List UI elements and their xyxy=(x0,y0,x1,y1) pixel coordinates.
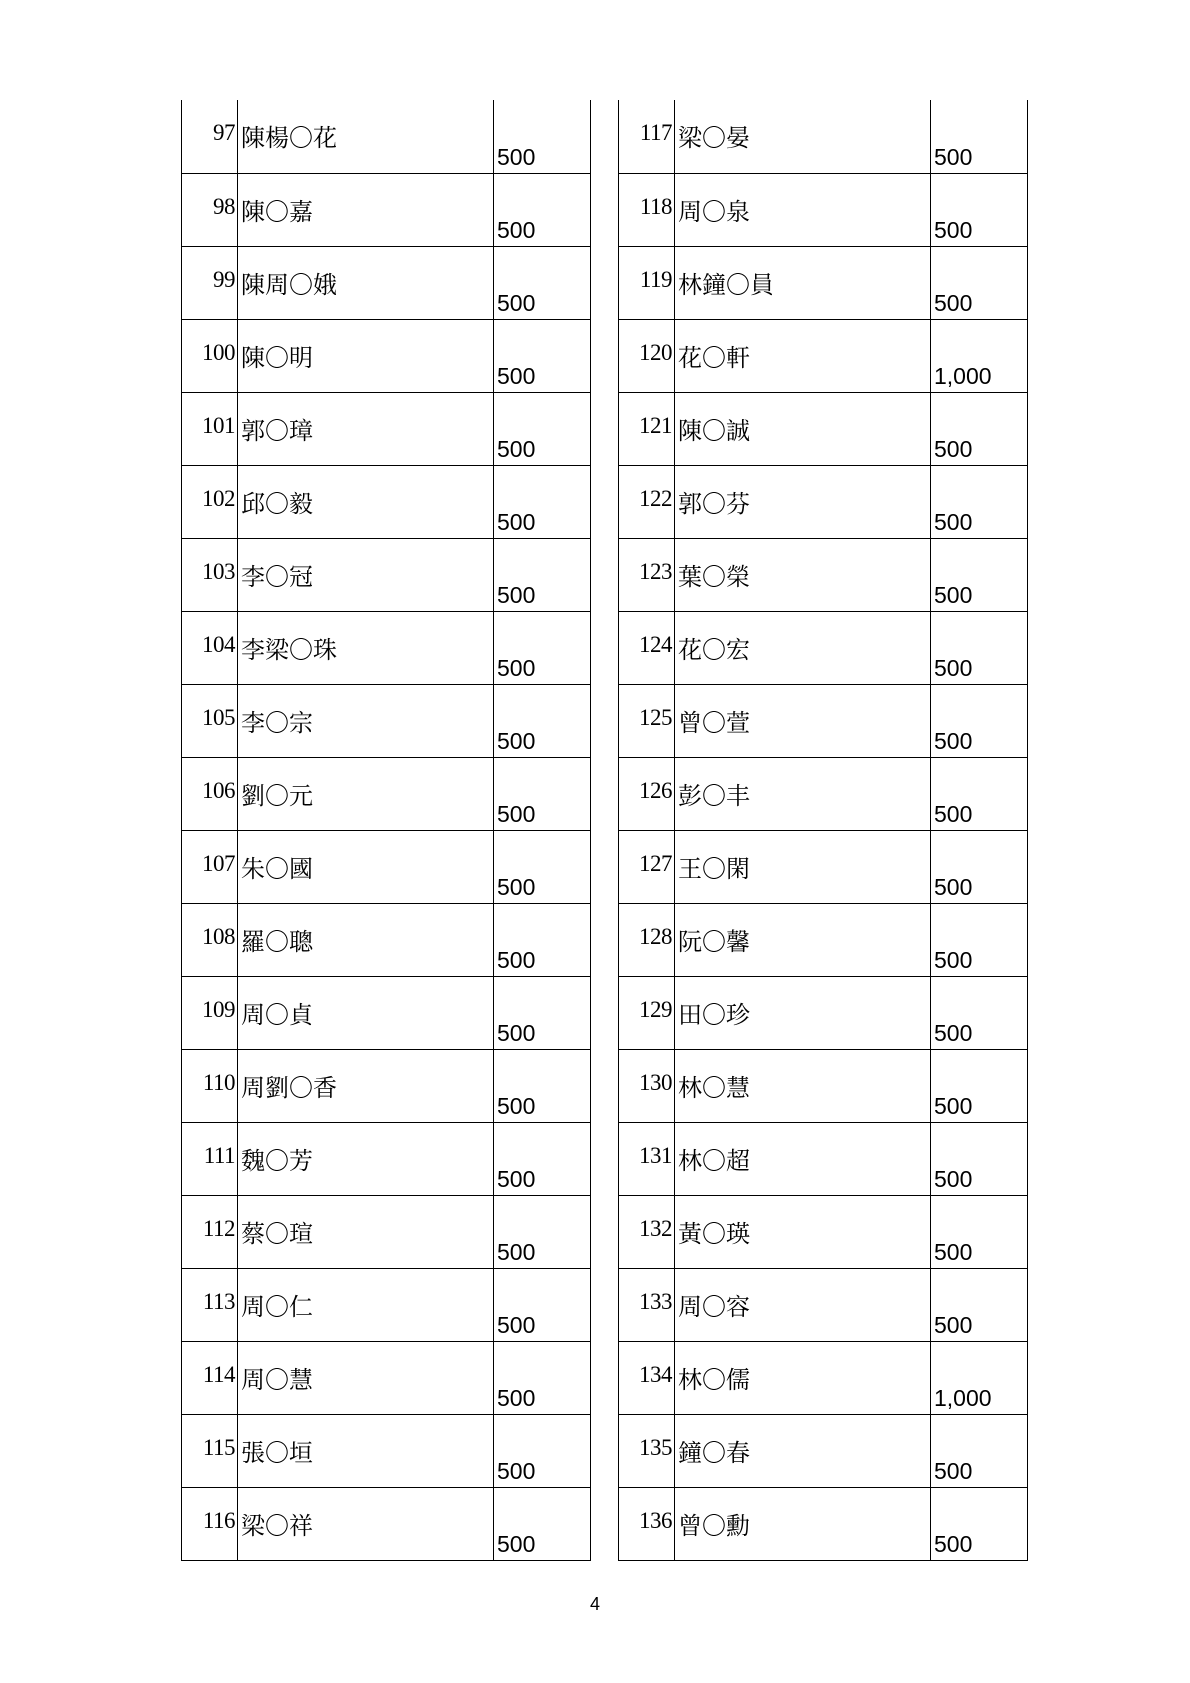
table-row xyxy=(619,757,1028,830)
row-number: 109 xyxy=(202,996,235,1022)
name-cell xyxy=(238,830,494,903)
table-row xyxy=(182,392,591,465)
donor-name: 陳〇誠 xyxy=(678,416,750,445)
donation-amount: 500 xyxy=(497,1092,536,1119)
donation-amount: 500 xyxy=(497,800,536,827)
donor-name: 陳〇明 xyxy=(241,343,313,372)
table-row xyxy=(182,100,591,173)
table-row xyxy=(619,246,1028,319)
name-cell xyxy=(675,1414,931,1487)
table-row xyxy=(182,1268,591,1341)
name-cell xyxy=(238,246,494,319)
row-number: 122 xyxy=(639,485,672,511)
row-number: 127 xyxy=(639,850,672,876)
donation-amount: 500 xyxy=(934,581,973,608)
table-row xyxy=(182,319,591,392)
row-number-cell xyxy=(182,465,238,538)
donor-name: 周〇容 xyxy=(678,1292,750,1321)
donor-name: 曾〇萱 xyxy=(678,708,750,737)
name-cell xyxy=(675,173,931,246)
name-cell xyxy=(675,830,931,903)
row-number-cell xyxy=(619,976,675,1049)
name-cell xyxy=(675,1487,931,1560)
row-number-cell xyxy=(619,100,675,173)
amount-cell xyxy=(494,1195,591,1268)
name-cell xyxy=(675,903,931,976)
amount-cell xyxy=(494,903,591,976)
row-number-cell xyxy=(182,611,238,684)
donor-name: 花〇宏 xyxy=(678,635,750,664)
table-row xyxy=(619,1414,1028,1487)
table-row xyxy=(619,319,1028,392)
row-number: 131 xyxy=(639,1142,672,1168)
row-number-cell xyxy=(182,246,238,319)
row-number: 98 xyxy=(213,193,235,219)
donor-name: 林〇超 xyxy=(678,1146,750,1175)
amount-cell xyxy=(494,757,591,830)
donation-amount: 500 xyxy=(497,873,536,900)
donor-name: 李〇冠 xyxy=(241,562,313,591)
table-row xyxy=(182,1195,591,1268)
donation-amount: 500 xyxy=(934,216,973,243)
name-cell xyxy=(238,173,494,246)
donation-amount: 500 xyxy=(934,873,973,900)
donor-name: 朱〇國 xyxy=(241,854,313,883)
donor-name: 周〇泉 xyxy=(678,197,750,226)
amount-cell xyxy=(931,319,1028,392)
donation-amount: 1,000 xyxy=(934,1384,992,1411)
name-cell xyxy=(238,1487,494,1560)
row-number: 132 xyxy=(639,1215,672,1241)
amount-cell xyxy=(931,1414,1028,1487)
row-number: 118 xyxy=(639,193,672,219)
row-number-cell xyxy=(619,1268,675,1341)
table-row xyxy=(182,1487,591,1560)
table-row xyxy=(619,1122,1028,1195)
donor-name: 王〇閑 xyxy=(678,854,750,883)
row-number-cell xyxy=(182,392,238,465)
donor-table-right-body xyxy=(619,100,1028,1560)
name-cell xyxy=(238,1122,494,1195)
donation-amount: 500 xyxy=(497,362,536,389)
amount-cell xyxy=(931,1049,1028,1122)
table-row xyxy=(182,903,591,976)
donor-table-left xyxy=(181,100,591,1561)
donor-name: 鐘〇春 xyxy=(678,1438,750,1467)
name-cell xyxy=(675,757,931,830)
donation-amount: 500 xyxy=(934,800,973,827)
row-number-cell xyxy=(182,976,238,1049)
donor-name: 陳〇嘉 xyxy=(241,197,313,226)
page-number: 4 xyxy=(589,1594,600,1614)
row-number: 104 xyxy=(202,631,235,657)
name-cell xyxy=(238,1195,494,1268)
row-number: 105 xyxy=(202,704,235,730)
donation-amount: 500 xyxy=(497,1311,536,1338)
row-number: 106 xyxy=(202,777,235,803)
table-row xyxy=(182,830,591,903)
donor-name: 周〇慧 xyxy=(241,1365,313,1394)
amount-cell xyxy=(931,830,1028,903)
amount-cell xyxy=(494,611,591,684)
name-cell xyxy=(238,1268,494,1341)
row-number-cell xyxy=(619,1341,675,1414)
amount-cell xyxy=(931,1268,1028,1341)
amount-cell xyxy=(931,976,1028,1049)
table-row xyxy=(182,684,591,757)
name-cell xyxy=(238,392,494,465)
name-cell xyxy=(238,1341,494,1414)
donor-name: 蔡〇瑄 xyxy=(241,1219,313,1248)
donor-name: 邱〇毅 xyxy=(241,489,313,518)
donation-amount: 500 xyxy=(497,1165,536,1192)
donor-name: 郭〇璋 xyxy=(241,416,313,445)
name-cell xyxy=(675,1122,931,1195)
donation-amount: 500 xyxy=(934,654,973,681)
amount-cell xyxy=(931,100,1028,173)
table-row xyxy=(182,465,591,538)
row-number-cell xyxy=(619,684,675,757)
table-row xyxy=(182,1122,591,1195)
donation-amount: 500 xyxy=(497,1238,536,1265)
donor-name: 曾〇勳 xyxy=(678,1511,750,1540)
row-number: 121 xyxy=(639,412,672,438)
amount-cell xyxy=(494,392,591,465)
donation-amount: 500 xyxy=(497,581,536,608)
name-cell xyxy=(238,1414,494,1487)
donor-name: 林鐘〇員 xyxy=(678,270,774,299)
amount-cell xyxy=(931,392,1028,465)
row-number: 97 xyxy=(213,120,235,145)
amount-cell xyxy=(494,1268,591,1341)
row-number: 130 xyxy=(639,1069,672,1095)
donation-amount: 500 xyxy=(934,727,973,754)
donor-name: 劉〇元 xyxy=(241,781,313,810)
amount-cell xyxy=(494,1414,591,1487)
donation-amount: 500 xyxy=(497,1457,536,1484)
row-number: 134 xyxy=(639,1361,672,1387)
row-number: 111 xyxy=(203,1142,235,1168)
donation-amount: 500 xyxy=(497,435,536,462)
row-number-cell xyxy=(619,1195,675,1268)
donation-amount: 500 xyxy=(934,1092,973,1119)
donation-amount: 500 xyxy=(934,1238,973,1265)
row-number-cell xyxy=(619,1122,675,1195)
amount-cell xyxy=(494,246,591,319)
amount-cell xyxy=(494,976,591,1049)
row-number-cell xyxy=(619,465,675,538)
donation-amount: 500 xyxy=(934,1019,973,1046)
row-number: 100 xyxy=(202,339,235,365)
row-number-cell xyxy=(182,100,238,173)
donation-amount: 500 xyxy=(497,1384,536,1411)
donation-amount: 500 xyxy=(934,1530,973,1557)
row-number-cell xyxy=(182,1049,238,1122)
name-cell xyxy=(675,319,931,392)
amount-cell xyxy=(931,757,1028,830)
row-number: 124 xyxy=(639,631,672,657)
row-number-cell xyxy=(182,1268,238,1341)
table-row xyxy=(619,465,1028,538)
name-cell xyxy=(675,246,931,319)
name-cell xyxy=(238,976,494,1049)
donor-name: 花〇軒 xyxy=(678,343,750,372)
donation-amount: 500 xyxy=(934,143,973,170)
name-cell xyxy=(675,538,931,611)
row-number-cell xyxy=(182,830,238,903)
amount-cell xyxy=(931,684,1028,757)
donor-table-left-body xyxy=(182,100,591,1560)
row-number-cell xyxy=(619,903,675,976)
row-number: 101 xyxy=(202,412,235,438)
donor-name: 魏〇芳 xyxy=(241,1146,313,1175)
row-number: 114 xyxy=(202,1361,235,1387)
name-cell xyxy=(675,100,931,173)
donation-amount: 500 xyxy=(497,1530,536,1557)
name-cell xyxy=(675,684,931,757)
donor-name: 葉〇榮 xyxy=(678,562,750,591)
row-number: 133 xyxy=(639,1288,672,1314)
donation-amount: 500 xyxy=(497,946,536,973)
table-row xyxy=(182,538,591,611)
donor-name: 郭〇芬 xyxy=(678,489,750,518)
amount-cell xyxy=(931,1122,1028,1195)
donation-amount: 500 xyxy=(934,1457,973,1484)
table-row xyxy=(619,903,1028,976)
donation-amount: 500 xyxy=(934,946,973,973)
row-number-cell xyxy=(619,1049,675,1122)
donation-amount: 1,000 xyxy=(934,362,992,389)
row-number-cell xyxy=(619,1487,675,1560)
table-row xyxy=(619,1049,1028,1122)
donation-amount: 500 xyxy=(497,143,536,170)
donor-name: 周劉〇香 xyxy=(241,1073,337,1102)
donor-name: 陳楊〇花 xyxy=(241,124,337,152)
donation-amount: 500 xyxy=(934,1311,973,1338)
name-cell xyxy=(238,100,494,173)
name-cell xyxy=(238,757,494,830)
donation-amount: 500 xyxy=(497,508,536,535)
row-number-cell xyxy=(182,173,238,246)
row-number: 129 xyxy=(639,996,672,1022)
table-row xyxy=(182,1414,591,1487)
table-row xyxy=(619,1195,1028,1268)
row-number: 128 xyxy=(639,923,672,949)
amount-cell xyxy=(494,465,591,538)
row-number: 119 xyxy=(639,266,672,292)
table-row xyxy=(182,757,591,830)
donor-name: 李梁〇珠 xyxy=(241,635,337,664)
name-cell xyxy=(675,392,931,465)
row-number-cell xyxy=(619,538,675,611)
amount-cell xyxy=(931,173,1028,246)
donation-amount: 500 xyxy=(497,216,536,243)
amount-cell xyxy=(494,319,591,392)
donor-name: 周〇貞 xyxy=(241,1000,313,1029)
table-row xyxy=(182,1049,591,1122)
donor-name: 梁〇祥 xyxy=(241,1511,313,1540)
row-number: 113 xyxy=(202,1288,235,1314)
table-row xyxy=(182,611,591,684)
amount-cell xyxy=(931,465,1028,538)
row-number: 112 xyxy=(202,1215,235,1241)
row-number-cell xyxy=(619,392,675,465)
amount-cell xyxy=(494,1341,591,1414)
row-number-cell xyxy=(619,611,675,684)
table-row xyxy=(619,392,1028,465)
name-cell xyxy=(675,611,931,684)
donation-amount: 500 xyxy=(497,289,536,316)
row-number: 123 xyxy=(639,558,672,584)
table-row xyxy=(619,611,1028,684)
row-number-cell xyxy=(182,1487,238,1560)
row-number: 110 xyxy=(202,1069,235,1095)
name-cell xyxy=(238,611,494,684)
row-number: 135 xyxy=(639,1434,672,1460)
table-row xyxy=(182,173,591,246)
table-row xyxy=(619,684,1028,757)
name-cell xyxy=(238,319,494,392)
row-number-cell xyxy=(619,173,675,246)
row-number-cell xyxy=(182,903,238,976)
donor-name: 彭〇丰 xyxy=(678,781,750,810)
amount-cell xyxy=(931,1195,1028,1268)
table-row xyxy=(619,538,1028,611)
donor-name: 田〇珍 xyxy=(678,1000,750,1029)
row-number-cell xyxy=(619,1414,675,1487)
row-number: 115 xyxy=(202,1434,235,1460)
table-row xyxy=(619,173,1028,246)
table-row xyxy=(619,830,1028,903)
row-number-cell xyxy=(182,1122,238,1195)
donation-amount: 500 xyxy=(934,1165,973,1192)
amount-cell xyxy=(494,1049,591,1122)
table-row xyxy=(619,1487,1028,1560)
row-number-cell xyxy=(619,757,675,830)
amount-cell xyxy=(931,903,1028,976)
row-number-cell xyxy=(182,684,238,757)
donor-name: 陳周〇娥 xyxy=(241,270,337,299)
amount-cell xyxy=(494,1122,591,1195)
row-number-cell xyxy=(182,319,238,392)
donation-amount: 500 xyxy=(934,435,973,462)
name-cell xyxy=(675,465,931,538)
donor-name: 林〇儒 xyxy=(678,1365,750,1394)
name-cell xyxy=(675,976,931,1049)
amount-cell xyxy=(494,100,591,173)
row-number: 125 xyxy=(639,704,672,730)
row-number: 136 xyxy=(639,1507,672,1533)
table-row xyxy=(182,976,591,1049)
amount-cell xyxy=(931,538,1028,611)
amount-cell xyxy=(931,1487,1028,1560)
row-number-cell xyxy=(182,1341,238,1414)
table-row xyxy=(619,1341,1028,1414)
row-number-cell xyxy=(182,1195,238,1268)
name-cell xyxy=(675,1049,931,1122)
name-cell xyxy=(238,903,494,976)
table-row xyxy=(619,976,1028,1049)
name-cell xyxy=(238,684,494,757)
name-cell xyxy=(675,1341,931,1414)
donation-amount: 500 xyxy=(497,654,536,681)
name-cell xyxy=(675,1195,931,1268)
row-number-cell xyxy=(619,246,675,319)
donor-name: 林〇慧 xyxy=(678,1073,750,1102)
donor-name: 黃〇瑛 xyxy=(678,1219,750,1248)
row-number-cell xyxy=(182,757,238,830)
amount-cell xyxy=(494,1487,591,1560)
donor-name: 梁〇晏 xyxy=(678,124,750,152)
donor-name: 羅〇聰 xyxy=(241,927,313,956)
donor-name: 阮〇馨 xyxy=(678,927,750,956)
row-number: 102 xyxy=(202,485,235,511)
donor-table-right xyxy=(618,100,1028,1561)
amount-cell xyxy=(494,684,591,757)
row-number: 107 xyxy=(202,850,235,876)
row-number: 103 xyxy=(202,558,235,584)
name-cell xyxy=(238,465,494,538)
amount-cell xyxy=(931,611,1028,684)
row-number: 116 xyxy=(202,1507,235,1533)
donation-amount: 500 xyxy=(497,727,536,754)
table-row xyxy=(182,246,591,319)
row-number: 120 xyxy=(639,339,672,365)
name-cell xyxy=(675,1268,931,1341)
row-number-cell xyxy=(182,1414,238,1487)
donor-name: 周〇仁 xyxy=(241,1292,313,1321)
row-number-cell xyxy=(619,830,675,903)
amount-cell xyxy=(931,246,1028,319)
donor-name: 張〇垣 xyxy=(241,1438,313,1467)
donation-amount: 500 xyxy=(934,508,973,535)
amount-cell xyxy=(494,173,591,246)
donation-amount: 500 xyxy=(934,289,973,316)
donation-amount: 500 xyxy=(497,1019,536,1046)
table-row xyxy=(619,100,1028,173)
row-number: 108 xyxy=(202,923,235,949)
name-cell xyxy=(238,538,494,611)
amount-cell xyxy=(494,538,591,611)
name-cell xyxy=(238,1049,494,1122)
table-row xyxy=(619,1268,1028,1341)
table-row xyxy=(182,1341,591,1414)
amount-cell xyxy=(494,830,591,903)
row-number: 117 xyxy=(639,120,672,145)
row-number: 99 xyxy=(213,266,235,292)
row-number-cell xyxy=(619,319,675,392)
donor-name: 李〇宗 xyxy=(241,708,313,737)
row-number: 126 xyxy=(639,777,672,803)
row-number-cell xyxy=(182,538,238,611)
amount-cell xyxy=(931,1341,1028,1414)
